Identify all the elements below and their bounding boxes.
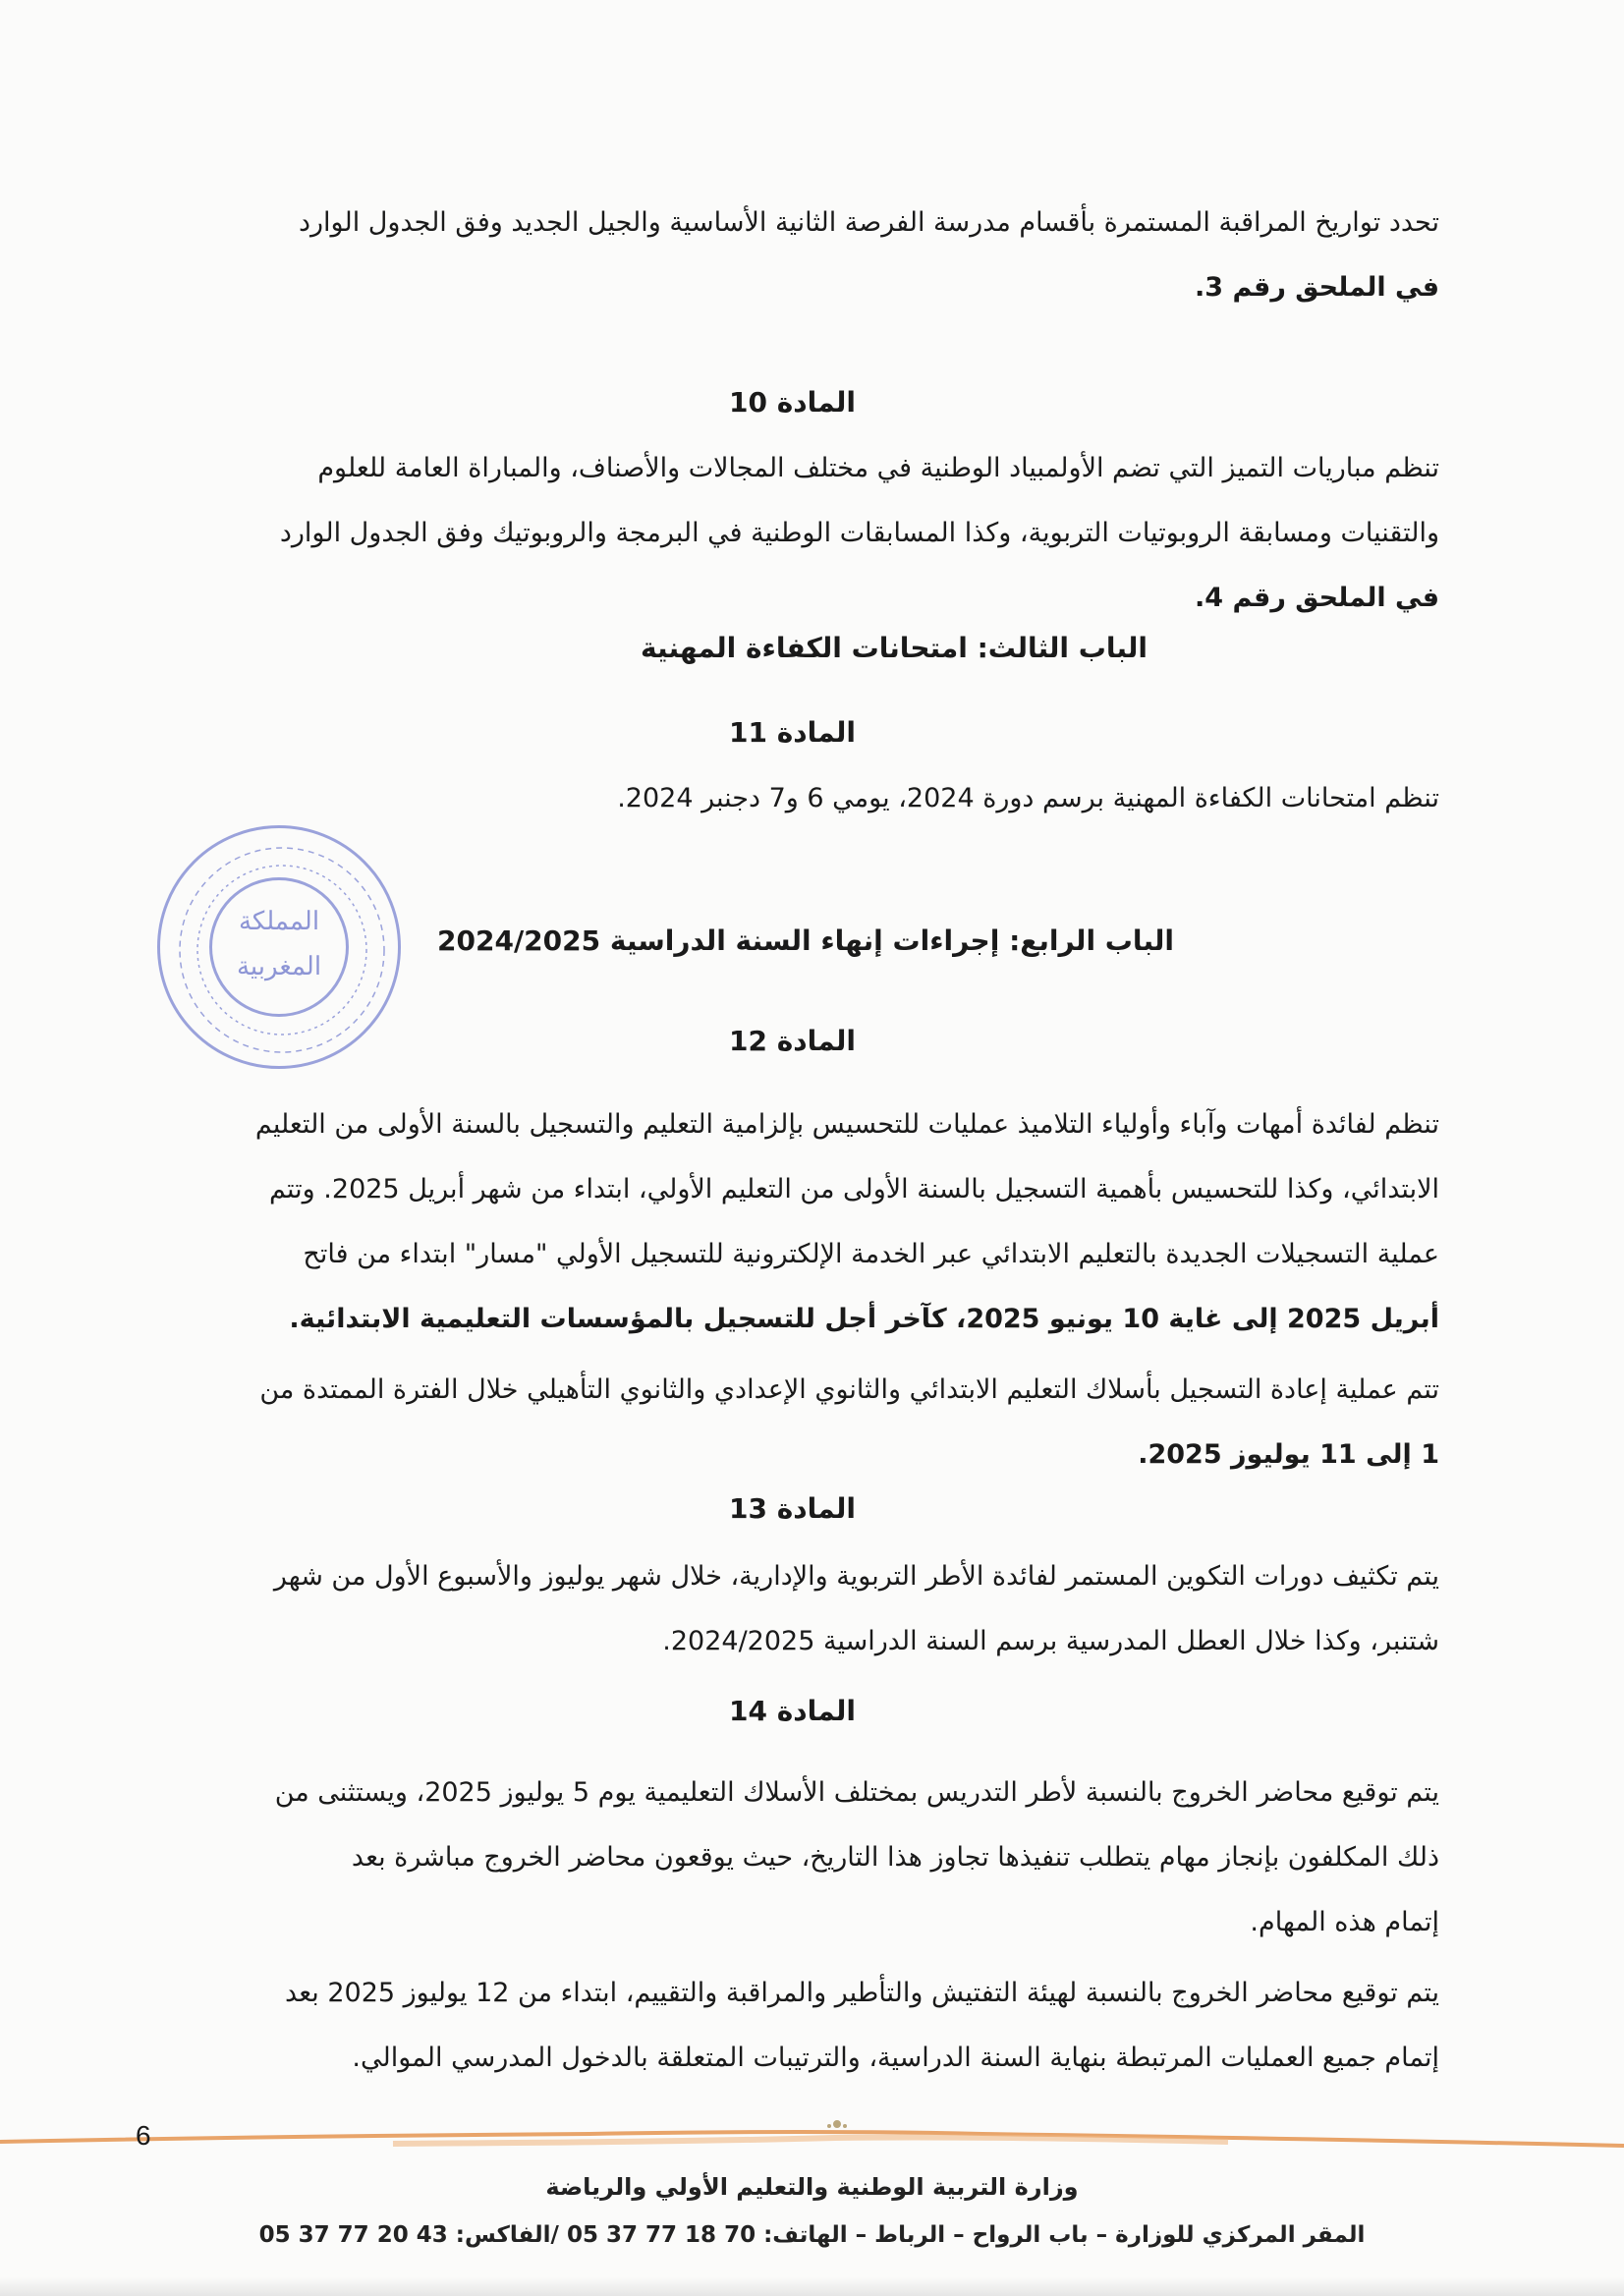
intro-line-1: تحدد تواريخ المراقبة المستمرة بأقسام مدرسة الفرصة الثانية الأساسية والجيل الجديد وفق الجدول الوارد (298, 207, 1439, 238)
article-10-title: المادة 10 (728, 386, 856, 419)
footer-address: المقر المركزي للوزارة – باب الرواح – الرباط – الهاتف: 70 18 77 37 05 /الفاكس: 43 20 77 37 05 (258, 2222, 1366, 2248)
article-12-p1-line-2: الابتدائي، وكذا للتحسيس بأهمية التسجيل بالسنة الأولى من التعليم الأولي، ابتداء من شهر أبريل 2025. وتتم (269, 1174, 1439, 1204)
article-10-body (145, 436, 1439, 631)
article-11-body (145, 766, 1439, 831)
article-12-p1-line-4: أبريل 2025 إلى غاية 10 يونيو 2025، كآخر أجل للتسجيل بالمؤسسات التعليمية الابتدائية. (289, 1304, 1439, 1334)
article-14-p1-line-3: إتمام هذه المهام. (1250, 1907, 1439, 1937)
intro-paragraph (145, 191, 1439, 320)
stamp-text-line-1: المملكة (238, 907, 320, 936)
article-13-line-1: يتم تكثيف دورات التكوين المستمر لفائدة الأطر التربوية والإدارية، خلال شهر يوليوز والأسبوع الأول من شهر (273, 1561, 1439, 1592)
scan-edge-shadow (0, 2277, 1624, 2296)
stamp-text-line-2: المغربية (236, 952, 322, 981)
article-14-p2-line-1: يتم توقيع محاضر الخروج بالنسبة لهيئة التفتيش والتأطير والمراقبة والتقييم، ابتداء من 12 يوليوز 2025 بعد (285, 1978, 1439, 2008)
article-14-p1-line-2: ذلك المكلفون بإنجاز مهام يتطلب تنفيذها تجاوز هذا التاريخ، حيث يوقعون محاضر الخروج مباشرة بعد (351, 1842, 1439, 1873)
article-10-line-1: تنظم مباريات التميز التي تضم الأولمبياد الوطنية في مختلف المجالات والأصناف، والمباراة العامة للعلوم (317, 453, 1439, 483)
chapter-3-title: الباب الثالث: امتحانات الكفاءة المهنية (641, 632, 1148, 664)
footer-decorative-bar (0, 2112, 1624, 2171)
article-10-line-2: والتقنيات ومسابقة الروبوتيات التربوية، وكذا المسابقات الوطنية في البرمجة والروبوتيك وفق الجدول الوارد (279, 518, 1439, 548)
article-14-p1-line-1: يتم توقيع محاضر الخروج بالنسبة لأطر التدريس بمختلف الأسلاك التعليمية يوم 5 يوليوز 2025، ويستثنى من (274, 1777, 1439, 1808)
article-12-p2-line-1: تتم عملية إعادة التسجيل بأسلاك التعليم الابتدائي والثانوي الإعدادي والثانوي التأهيلي خلال الفترة الممتدة من (259, 1374, 1439, 1405)
article-10-line-3: في الملحق رقم 4. (1195, 583, 1439, 613)
intro-line-2: في الملحق رقم 3. (1195, 272, 1439, 303)
article-12-p1-line-3: عملية التسجيلات الجديدة بالتعليم الابتدائي عبر الخدمة الإلكترونية للتسجيل الأولي "مسار" ابتداء من فاتح (303, 1239, 1439, 1269)
article-14-para-2 (145, 1961, 1439, 2091)
page-number: 6 (136, 2120, 151, 2151)
article-11-title: المادة 11 (728, 716, 856, 749)
article-14-title: المادة 14 (728, 1695, 856, 1727)
footer-ministry-name: وزارة التربية الوطنية والتعليم الأولي والرياضة (545, 2173, 1079, 2201)
article-14-p2-line-2: إتمام جميع العمليات المرتبطة بنهاية السنة الدراسية، والترتيبات المتعلقة بالدخول المدرسي الموالي. (352, 2043, 1439, 2073)
article-12-para-1 (145, 1092, 1439, 1352)
article-14-para-1 (145, 1761, 1439, 1955)
article-13-body (145, 1544, 1439, 1674)
article-12-p2-line-2: 1 إلى 11 يوليوز 2025. (1138, 1439, 1439, 1470)
article-13-line-2: شتنبر، وكذا خلال العطل المدرسية برسم السنة الدراسية 2024/2025. (662, 1626, 1439, 1656)
chapter-4-title: الباب الرابع: إجراءات إنهاء السنة الدراسية 2024/2025 (437, 924, 1174, 957)
article-12-title: المادة 12 (728, 1025, 856, 1057)
article-11-text: تنظم امتحانات الكفاءة المهنية برسم دورة 2024، يومي 6 و7 دجنبر 2024. (617, 783, 1439, 813)
article-13-title: المادة 13 (728, 1492, 856, 1525)
article-12-para-2 (145, 1358, 1439, 1487)
article-12-p1-line-1: تنظم لفائدة أمهات وآباء وأولياء التلاميذ عمليات للتحسيس بإلزامية التعليم والتسجيل بالسنة الأولى من التعليم (254, 1109, 1439, 1140)
stamp-center-text (160, 899, 398, 989)
